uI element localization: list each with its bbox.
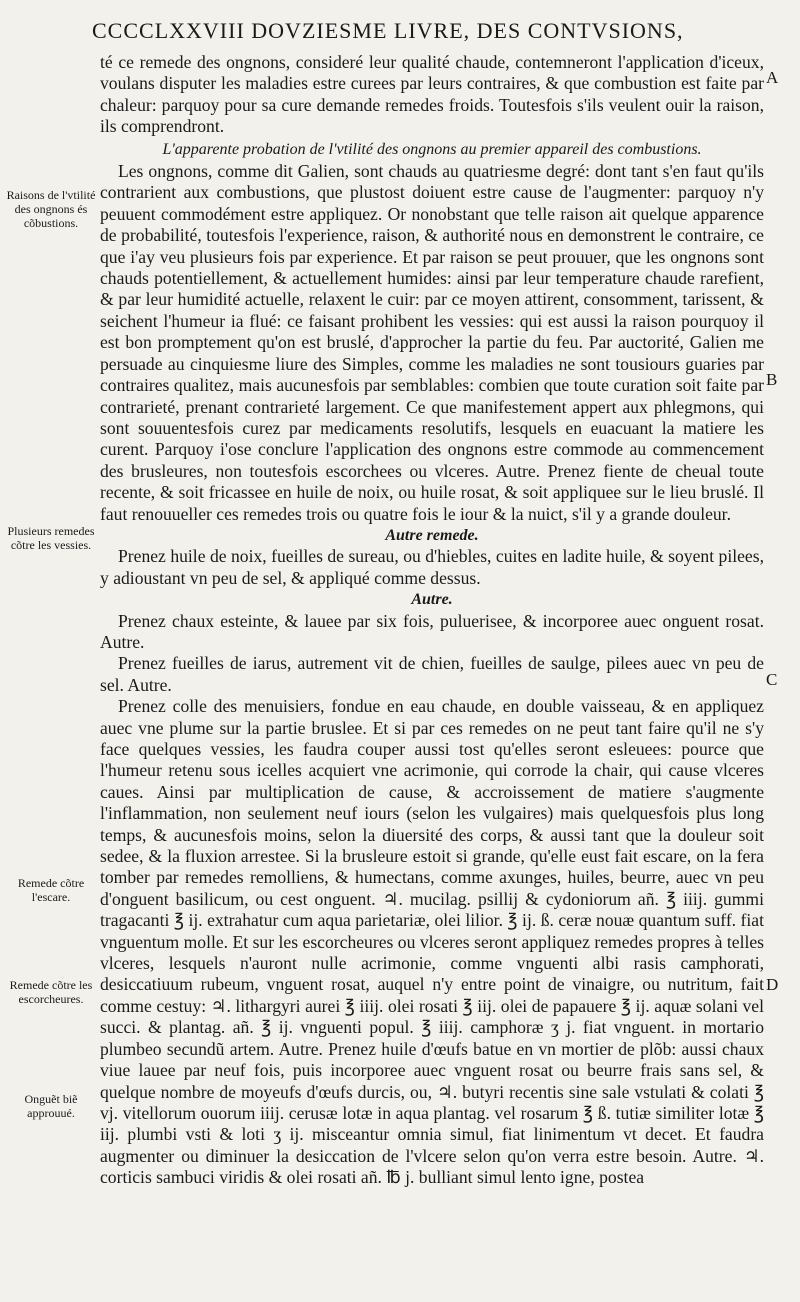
side-letter: C <box>766 670 778 689</box>
margin-note: Plusieurs remedes cõtre les vessies. <box>7 524 95 552</box>
margin-note: Raisons de l'vtilité des ongnons és cõbustions. <box>6 188 96 230</box>
margin-note: Onguẽt biẽ approuué. <box>24 1092 78 1120</box>
margin-note: Remede cõtre les escorcheures. <box>9 978 93 1006</box>
main-text <box>100 52 764 1189</box>
remedy-heading: Autre remede. <box>385 526 479 544</box>
paragraph: Prenez chaux esteinte, & lauee par six fois, puluerisee, & incorporee auec onguent rosat. Autre. <box>100 610 764 652</box>
running-header: CCCCLXXVIII DOVZIESME LIVRE, DES CONTVSIONS, <box>92 18 684 43</box>
margin-note: Remede cõtre l'escare. <box>17 876 85 904</box>
side-letter: D <box>766 975 779 994</box>
section-heading: L'apparente probation de l'vtilité des ongnons au premier appareil des combustions. <box>162 140 702 158</box>
paragraph: Prenez huile de noix, fueilles de sureau, ou d'hiebles, cuites en ladite huile, & soyent pilees, y adioustant vn peu de sel, & appliqué comme dessus. <box>100 546 764 588</box>
side-letter: B <box>766 370 778 389</box>
paragraph: Prenez colle des menuisiers, fondue en eau chaude, en double vaisseau, & en appliquez auec vne plume sur la partie bruslee. Et si par ces remedes on ne peut tant faire qu'il ne s'y face quelques vessies, les faudra couper aussi tost qu'elles seront esleuees: pource que l'humeur retenu sous icelles acquiert vne acrimonie, qui corrode la chair, qui cause vlceres caues. Ainsi par multiplication de cause, & accroissement de matiere s'augmente l'inflammation, non seulement neuf iours (selon les vulgaires) mais quelquesfois plus long temps, & aucunesfois moins, selon la diuersité des corps, & aussi tant que la douleur soit sedee, & la fluxion arrestee. Si la brusleure estoit si grande, qu'elle eust fait escare, on la fera tomber par remedes remolliens, & humectans, comme axunges, huiles, beurre, auec vn peu d'onguent basilicum, ou cest onguent. ♃. mucilag. psillij & cydoniorum añ. ℥ iiij. gummi tragacanti ℥ ij. extrahatur cum aqua parietariæ, olei lilior. ℥ ij. ß. ceræ nouæ quantum suff. fiat vnguentum molle. Et sur les escorcheures ou vlceres seront appliquez remedes propres à telles vlceres, lesquels n'auront nulle acrimonie, comme vnguenti albi rasis camphorati, desiccatiuum rubeum, vnguent rosat, auquel n'y entre point de vinaigre, ou nutritum, fait comme cestuy: ♃. lithargyri aurei ℥ iiij. olei rosati ℥ iij. olei de papauere ℥ ij. aquæ solani vel succi. & plantag. añ. ℥ ij. vnguenti popul. ℥ iiij. camphoræ ʒ j. fiat vnguent. in mortario plumbeo secundũ artem. Autre. Prenez huile d'œufs batue en vn mortier de plõb: aussi chaux viue lauee par neuf fois, puis incorporee auec vnguent rosat ou beurre frais sans sel, & quelque nombre de moyeufs d'œufs durcis, ou, ♃. butyri recentis sine sale vstulati & colati ℥ vj. vitellorum ouorum iiij. cerusæ lotæ in aqua plantag. vel rosarum ℥ ß. tutiæ similiter lotæ ℥ iij. plumbi vsti & loti ʒ ij. misceantur omnia simul, fiat linimentum vt decet. Et faudra augmenter ou diminuer la desiccation de l'vlcere selon qu'on verra estre besoin. Autre. ♃. corticis sambuci viridis & olei rosati añ. ℔ j. bulliant simul lento igne, postea <box>100 696 764 1188</box>
paragraph: Prenez fueilles de iarus, autrement vit de chien, fueilles de saulge, pilees auec vn peu de sel. Autre. <box>100 653 764 695</box>
remedy-heading: Autre. <box>411 591 453 609</box>
paragraph: té ce remede des ongnons, consideré leur qualité chaude, contemneront l'application d'iceux, voulans disputer les maladies estre curees par leurs contraires, & que combustion est faite par chaleur: parquoy pour sa cure demande remedes froids. Toutesfois s'ils veulent ouir la raison, ils comprendront. <box>100 52 764 137</box>
paragraph: Les ongnons, comme dit Galien, sont chauds au quatriesme degré: dont tant s'en faut qu'ils contrarient aux combustions, que plustost doiuent estre cause de l'augmenter: parquoy n'y peuuent commodément estre appliquez. Or nonobstant que telle raison ait quelque apparence de probabilité, toutesfois l'experience, raison, & authorité nous en demonstrent le contraire, ce que i'ay veu plusieurs fois par experience. Et par raison se peut prouuer, que les ongnons sont chauds potentiellement, & actuellement humides: ainsi par leur temperature chaude rarefient, & par leur humidité actuelle, relaxent le cuir: par ce moyen attirent, consomment, tarissent, & seichent l'humeur ia flué: ce faisant prohibent les vessies: qui est aussi la raison pourquoy il est bon promptement qu'on est bruslé, d'approcher la partie du feu. Par auctorité, Galien me persuade au cinquiesme liure des Simples, comme les maladies ne sont tousiours guaries par contraires qualitez, mais aucunesfois par semblables: combien que toute curation soit faite par contrarieté, prenant contrarieté largement. Ce que manifestement appert aux phlegmons, qui sont souuentesfois curez par medicaments resolutifs, lesquels en euacuant la matiere les curent. Parquoy i'ose conclure l'application des ongnons estre commode au commencement des brusleures, non toutesfois escorchees ou vlceres. Autre. Prenez fiente de cheual toute recente, & soit fricassee en huile de noix, ou huile rosat, & soit appliquee sur le lieu bruslé. Il faut renouueller ces remedes trois ou quatre fois le iour & la nuict, s'il y a grande douleur. <box>100 161 764 524</box>
side-letter: A <box>766 68 779 87</box>
